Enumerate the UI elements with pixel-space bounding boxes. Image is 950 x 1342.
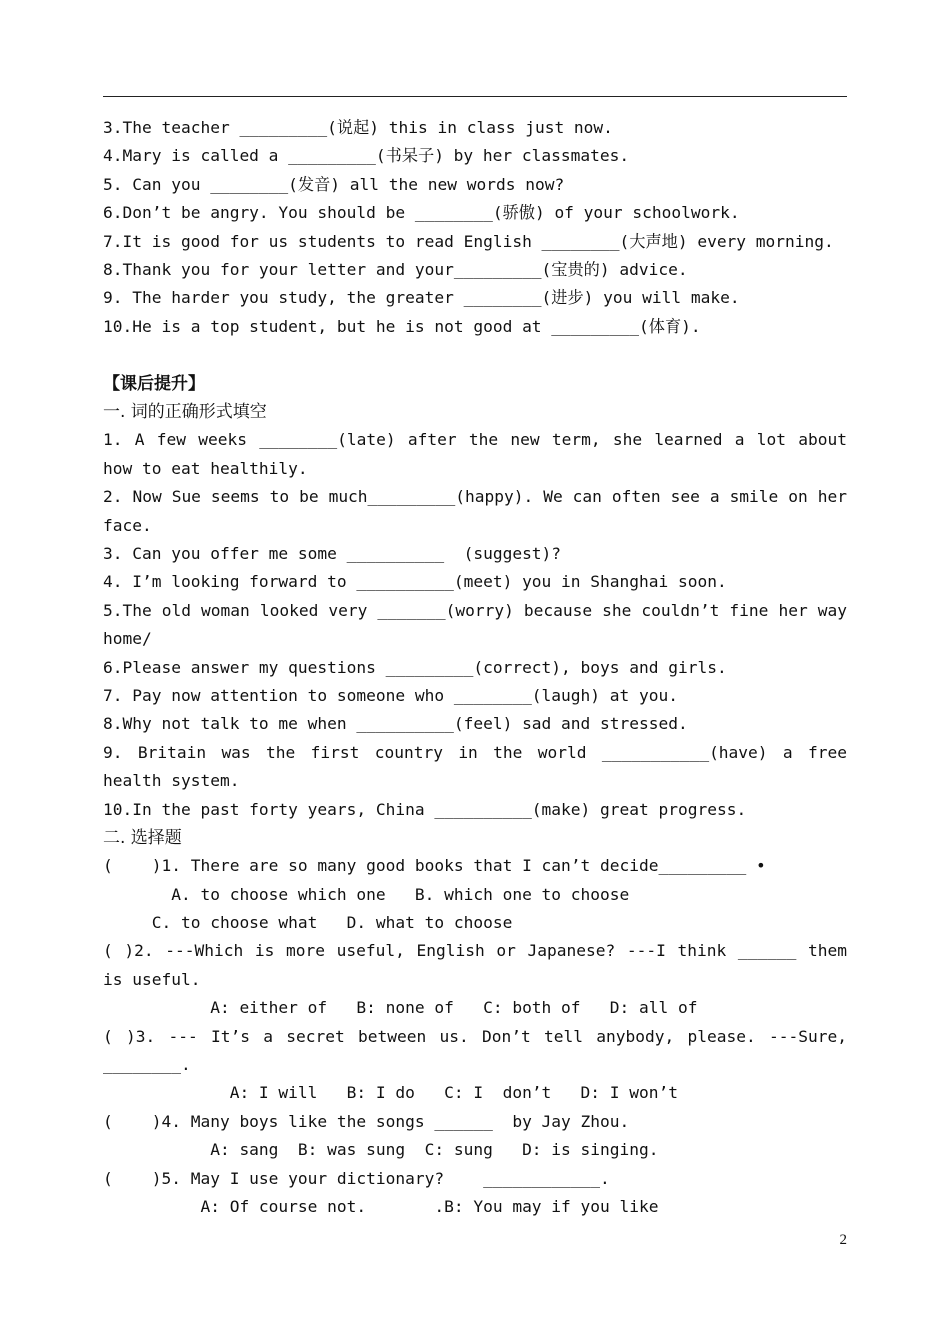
question-5-options: A: Of course not. .B: You may if you like bbox=[103, 1197, 659, 1217]
question-4-stem: ( )4. Many boys like the songs ______ by Jay Zhou. bbox=[103, 1111, 630, 1131]
part1-item-9: 9. Britain was the first country in the world ___________(have) a free health system. bbox=[103, 742, 847, 791]
worksheet-page bbox=[103, 114, 847, 1221]
question-3 bbox=[103, 1023, 847, 1108]
part1-item-4: 4. I’m looking forward to __________(meet) you in Shanghai soon. bbox=[103, 572, 727, 592]
question-2 bbox=[103, 937, 847, 1022]
question-5-stem: ( )5. May I use your dictionary? ____________. bbox=[103, 1168, 610, 1188]
question-1-stem: ( )1. There are so many good books that I can’t decide_________ • bbox=[103, 856, 766, 876]
question-4 bbox=[103, 1108, 847, 1165]
part1-item-2: 2. Now Sue seems to be much_________(happy). We can often see a smile on her face. bbox=[103, 487, 847, 535]
question-4-options: A: sang B: was sung C: sung D: is singing. bbox=[103, 1140, 659, 1160]
question-1-options-ab: A. to choose which one B. which one to choose bbox=[103, 884, 630, 904]
question-2-options: A: either of B: none of C: both of D: all of bbox=[103, 998, 698, 1018]
part1-item-7: 7. Pay now attention to someone who ________(laugh) at you. bbox=[103, 685, 678, 705]
part1-item-5: 5.The old woman looked very _______(worry) because she couldn’t fine her way home/ bbox=[103, 600, 847, 649]
part1-title: 一. 词的正确形式填空 bbox=[103, 401, 267, 422]
question-1 bbox=[103, 852, 847, 937]
question-2-stem: ( )2. ---Which is more useful, English or Japanese? ---I think ______ them is useful. bbox=[103, 941, 847, 989]
question-3-stem: ( )3. --- It’s a secret between us. Don’t tell anybody, please. ---Sure, ________. bbox=[103, 1026, 847, 1075]
exercise-a bbox=[103, 114, 847, 341]
section-title: 【课后提升】 bbox=[103, 373, 205, 394]
part2-title: 二. 选择题 bbox=[103, 827, 182, 848]
part1-item-1: 1. A few weeks ________(late) after the new term, she learned a lot about how to eat healthily. bbox=[103, 430, 847, 478]
question-3-options: A: I will B: I do C: I don’t D: I won’t bbox=[103, 1083, 678, 1103]
exercise-a-item-5: 5. Can you ________(发音) all the new words now? bbox=[103, 174, 565, 194]
part1-item-8: 8.Why not talk to me when __________(feel) sad and stressed. bbox=[103, 714, 688, 734]
spacer bbox=[103, 341, 847, 369]
question-1-options-cd: C. to choose what D. what to choose bbox=[103, 913, 513, 933]
page-number: 2 bbox=[839, 1232, 847, 1248]
exercise-a-item-9: 9. The harder you study, the greater ________(进步) you will make. bbox=[103, 288, 740, 308]
exercise-a-item-8: 8.Thank you for your letter and your_________(宝贵的) advice. bbox=[103, 259, 688, 279]
exercise-a-item-3: 3.The teacher _________(说起) this in class just now. bbox=[103, 118, 613, 137]
exercise-a-item-6: 6.Don’t be angry. You should be ________(骄傲) of your schoolwork. bbox=[103, 203, 740, 223]
question-5 bbox=[103, 1165, 847, 1222]
part1-item-10: 10.In the past forty years, China __________(make) great progress. bbox=[103, 799, 747, 819]
part1-item-3: 3. Can you offer me some __________ (suggest)? bbox=[103, 543, 562, 563]
exercise-a-item-7: 7.It is good for us students to read English ________(大声地) every morning. bbox=[103, 231, 834, 251]
exercise-a-item-10: 10.He is a top student, but he is not good at _________(体育). bbox=[103, 316, 701, 336]
part1-item-6: 6.Please answer my questions _________(correct), boys and girls. bbox=[103, 657, 727, 677]
part1-list bbox=[103, 426, 847, 824]
header-rule bbox=[103, 96, 847, 97]
exercise-a-item-4: 4.Mary is called a _________(书呆子) by her classmates. bbox=[103, 146, 630, 166]
